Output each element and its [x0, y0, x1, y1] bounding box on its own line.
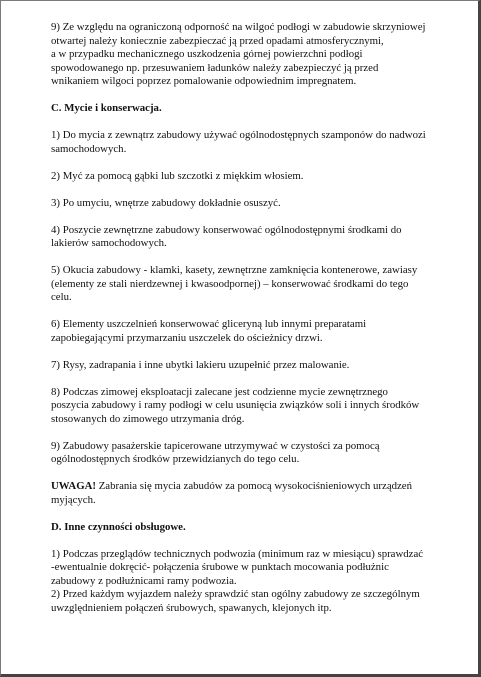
- section-c-item-6: 6) Elementy uszczelnień konserwować gliceryną lub innymi preparatami zapobiegającymi przymarzaniu uszczelek do ościeżnicy drzwi.: [51, 318, 367, 344]
- section-d-item-1: 1) Podczas przeglądów technicznych podwozia (minimum raz w miesiącu) sprawdzać -ewentualnie dokręcić- połączenia śrubowe w punktach mocowania podłużnic zabudowy z podłużnicami ramy podwozia.: [51, 547, 424, 587]
- paragraph-item-9-floor-moisture: 9) Ze względu na ograniczoną odporność na wilgoć podłogi w zabudowie skrzyniowej otwartej należy koniecznie zabezpieczać ją przed opadami atmosferycznymi, a w przypadku mechanicznego uszkodzenia górnej powierzchni podłogi spowodowanego np. przesuwaniem ładunków należy zabezpieczyć ją przed wnikaniem wilgoci poprzez pomalowanie odpowiednim impregnatem.: [51, 21, 426, 87]
- section-d-heading: D. Inne czynności obsługowe.: [51, 520, 186, 533]
- warning-paragraph: UWAGA! Zabrania się mycia zabudów za pomocą wysokociśnieniowych urządzeń myjących.: [51, 480, 412, 506]
- section-c-item-3: 3) Po umyciu, wnętrze zabudowy dokładnie osuszyć.: [51, 196, 281, 209]
- section-c-item-1: 1) Do mycia z zewnątrz zabudowy używać ogólnodostępnych szamponów do nadwozi samochodowych.: [51, 129, 426, 155]
- section-c-heading: C. Mycie i konserwacja.: [51, 102, 162, 114]
- section-c-item-2: 2) Myć za pomocą gąbki lub szczotki z miękkim włosiem.: [51, 169, 304, 182]
- section-c-item-7: 7) Rysy, zadrapania i inne ubytki lakieru uzupełnić przez malowanie.: [51, 358, 350, 371]
- warning-label: UWAGA!: [51, 480, 96, 492]
- section-c-item-9: 9) Zabudowy pasażerskie tapicerowane utrzymywać w czystości za pomocą ogólnodostępnych środków przewidzianych do tego celu.: [51, 439, 380, 465]
- section-c-item-8: 8) Podczas zimowej eksploatacji zalecane jest codzienne mycie zewnętrznego poszycia zabudowy i ramy podłogi w celu usunięcia związków soli i innych środków stosowanych do zimowego utrzymania dróg.: [51, 385, 420, 425]
- section-c-item-5: 5) Okucia zabudowy - klamki, kasety, zewnętrzne zamknięcia kontenerowe, zawiasy (elementy ze stali nierdzewnej i kwasoodpornej) – konserwować środkami do tego celu.: [51, 264, 418, 303]
- section-c-item-4: 4) Poszycie zewnętrzne zabudowy konserwować ogólnodostępnymi środkami do lakierów samochodowych.: [51, 223, 402, 249]
- section-d-item-2: 2) Przed każdym wyjazdem należy sprawdzić stan ogólny zabudowy ze szczególnym uwzględnieniem połączeń śrubowych, spawanych, klejonych itp.: [51, 588, 420, 614]
- document-content: [51, 21, 456, 615]
